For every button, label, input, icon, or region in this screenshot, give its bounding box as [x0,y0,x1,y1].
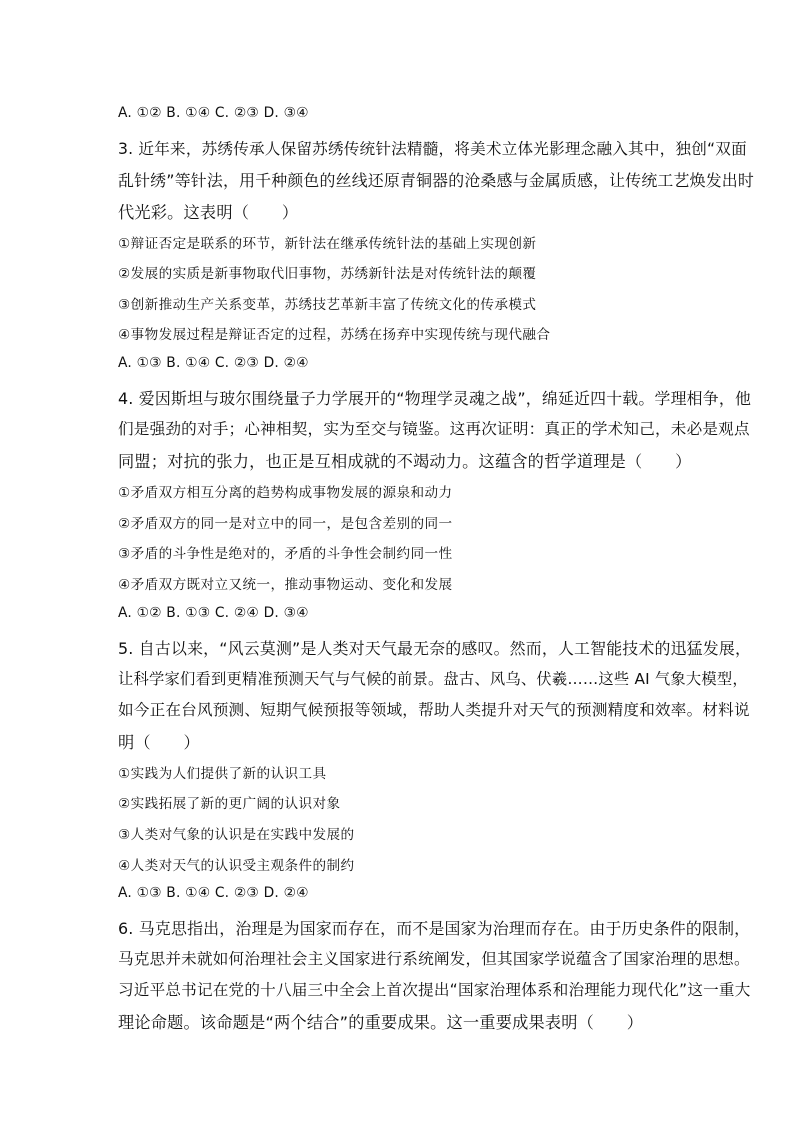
q3-option-2: ②发展的实质是新事物取代旧事物，苏绣新针法是对传统针法的颠覆 [118,266,537,282]
q4-answer-choices: A. ①② B. ①③ C. ②④ D. ③④ [118,605,309,621]
q6-stem-line-1: 6. 马克思指出，治理是为国家而存在，而不是国家为治理而存在。由于历史条件的限制， [118,919,751,938]
q5-option-1: ①实践为人们提供了新的认识工具 [118,766,327,782]
q4-stem-line-2: 们是强劲的对手；心神相契，实为至交与镜鉴。这再次证明：真正的学术知己，未必是观点 [118,420,750,438]
q3-answer-choices: A. ①③ B. ①④ C. ②③ D. ②④ [118,355,309,371]
q4-stem-line-3: 同盟；对抗的张力，也正是互相成就的不竭动力。这蕴含的哲学道理是（ ） [118,452,692,471]
q6-stem-line-4: 理论命题。该命题是“两个结合”的重要成果。这一重要成果表明（ ） [118,1013,644,1032]
q5-stem-line-3: 如今正在台风预测、短期气候预报等领域，帮助人类提升对天气的预测精度和效率。材料说 [118,701,750,719]
q5-stem-line-4: 明（ ） [118,733,200,752]
q3-stem-line-3: 代光彩。这表明（ ） [118,203,299,222]
q4-option-4: ④矛盾双方既对立又统一，推动事物运动、变化和发展 [118,577,453,593]
q3-option-1: ①辩证否定是联系的环节，新针法在继承传统针法的基础上实现创新 [118,236,537,252]
q5-stem-line-2: 让科学家们看到更精准预测天气与气候的前景。盘古、风乌、伏羲……这些 AI 气象大模型， [118,670,748,688]
q6-stem-line-2: 马克思并未就如何治理社会主义国家进行系统阐发，但其国家学说蕴含了国家治理的思想。 [118,950,750,968]
q4-stem-line-1: 4. 爱因斯坦与玻尔围绕量子力学展开的“物理学灵魂之战”，绵延近四十载。学理相争，他 [118,389,752,408]
q5-option-4: ④人类对天气的认识受主观条件的制约 [118,858,355,874]
q3-stem-line-1: 3. 近年来，苏绣传承人保留苏绣传统针法精髓，将美术立体光影理念融入其中，独创“双面 [118,140,747,158]
q4-option-1: ①矛盾双方相互分离的趋势构成事物发展的源泉和动力 [118,485,453,501]
q3-stem-line-2: 乱针绣”等针法，用千种颜色的丝线还原青铜器的沧桑感与金属质感，让传统工艺焕发出时 [118,171,754,190]
prev-answer-choices: A. ①② B. ①④ C. ②③ D. ③④ [118,105,309,121]
q4-option-3: ③矛盾的斗争性是绝对的，矛盾的斗争性会制约同一性 [118,546,453,562]
q3-option-3: ③创新推动生产关系变革，苏绣技艺革新丰富了传统文化的传承模式 [118,297,537,313]
q6-stem-line-3: 习近平总书记在党的十八届三中全会上首次提出“国家治理体系和治理能力现代化”这一重大 [118,981,751,999]
q5-answer-choices: A. ①③ B. ①④ C. ②③ D. ②④ [118,885,309,901]
q4-option-2: ②矛盾双方的同一是对立中的同一，是包含差别的同一 [118,516,453,532]
q5-option-3: ③人类对气象的认识是在实践中发展的 [118,827,355,843]
q5-stem-line-1: 5. 自古以来，“风云莫测”是人类对天气最无奈的感叹。然而，人工智能技术的迅猛发展， [118,639,752,658]
q3-option-4: ④事物发展过程是辩证否定的过程，苏绣在扬弃中实现传统与现代融合 [118,327,551,343]
q5-option-2: ②实践拓展了新的更广阔的认识对象 [118,796,341,812]
